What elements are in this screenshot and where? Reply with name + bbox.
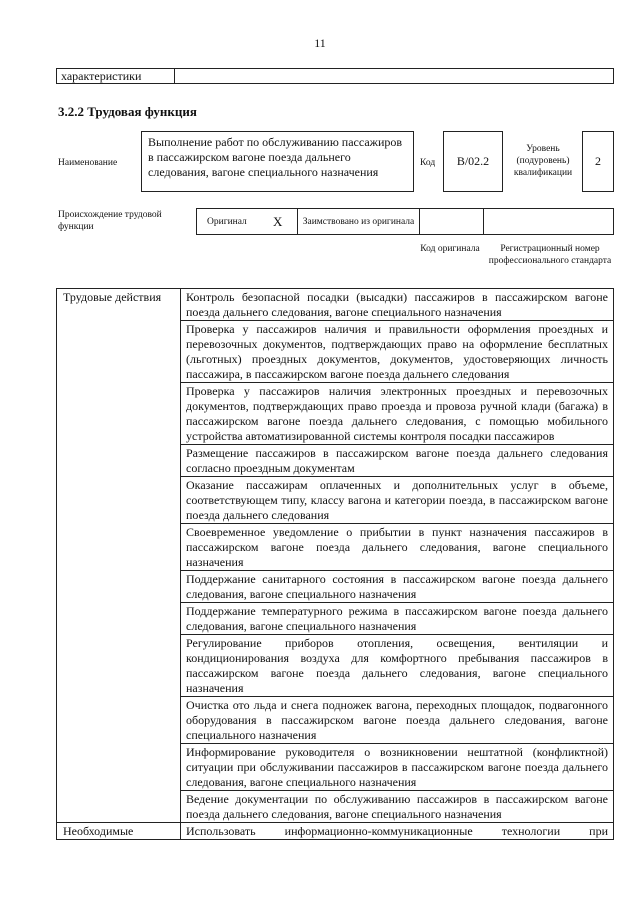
registration-caption: Регистрационный номер профессионального стандарта: [488, 244, 612, 266]
origin-box: [196, 208, 614, 235]
action-cell: Проверка у пассажиров наличия и правильности оформления проездных и перевозочных документов, подтверждающих право на оформление бесплатных (льготных) проездных документов, документов, удостоверяющих личность пассажира, в пассажирском вагоне поезда дальнего следования: [181, 321, 614, 383]
name-label: Наименование: [58, 158, 118, 168]
action-cell: Контроль безопасной посадки (высадки) пассажиров в пассажирском вагоне поезда дальнего следования, вагоне специального назначения: [181, 289, 614, 321]
action-cell: Размещение пассажиров в пассажирском вагоне поезда дальнего следования согласно проездным документам: [181, 445, 614, 477]
action-cell: Своевременное уведомление о прибытии в пункт назначения пассажиров в пассажирском вагоне поезда дальнего следования, вагоне специального назначения: [181, 524, 614, 571]
characteristics-label: характеристики: [57, 69, 175, 83]
level-label: Уровень (подуровень) квалификации: [513, 144, 573, 178]
action-cell: Оказание пассажирам оплаченных и дополнительных услуг в объеме, соответствующем типу, классу вагона и категории поезда, в пассажирском вагоне поезда дальнего следования: [181, 477, 614, 524]
table-row: [57, 289, 614, 321]
action-cell: Поддержание санитарного состояния в пассажирском вагоне поезда дальнего следования, вагоне специального назначения: [181, 571, 614, 603]
level-value-box: 2: [582, 131, 614, 192]
page-number: 11: [314, 36, 326, 50]
action-cell: Проверка у пассажиров наличия электронных проездных и перевозочных документов, подтверждающих право проезда и провоза ручной клади (багажа) в пассажирском вагоне поезда дальнего следования, с помощью мобильного устройства автоматизированной системы контроля посадки пассажиров: [181, 383, 614, 445]
action-cell: Ведение документации по обслуживанию пассажиров в пассажирском вагоне поезда дальнего следования, вагоне специального назначения: [181, 791, 614, 823]
skills-label: Необходимые: [57, 823, 181, 840]
previous-table-row: [56, 68, 614, 84]
divider: [483, 209, 484, 234]
table-row: [57, 823, 614, 840]
divider: [419, 209, 420, 234]
action-cell: Информирование руководителя о возникновении нештатной (конфликтной) ситуации при обслуживании пассажиров в пассажирском вагоне поезда дальнего следования, вагоне специального назначения: [181, 744, 614, 791]
original-mark: X: [273, 214, 283, 229]
origin-label: Происхождение трудовой функции: [58, 210, 162, 232]
code-original-caption: Код оригинала: [420, 244, 480, 254]
function-code-box: В/02.2: [443, 131, 503, 192]
borrowed-label: Заимствовано из оригинала: [302, 217, 415, 227]
code-label: Код: [420, 158, 436, 168]
action-cell: Поддержание температурного режима в пассажирском вагоне поезда дальнего следования, вагоне специального назначения: [181, 603, 614, 635]
original-label: Оригинал: [207, 217, 247, 227]
section-title: 3.2.2 Трудовая функция: [58, 104, 197, 119]
labor-actions-table: [56, 288, 614, 840]
action-cell: Регулирование приборов отопления, освещения, вентиляции и кондиционирования воздуха для комфортного пребывания пассажиров в пассажирском вагоне поезда дальнего следования, вагоне специального назначения: [181, 635, 614, 697]
function-name-box: Выполнение работ по обслуживанию пассажиров в пассажирском вагоне поезда дальнего следования, вагоне специального назначения: [141, 131, 414, 192]
action-cell: Очистка ото льда и снега подножек вагона, переходных площадок, подвагонного оборудования в пассажирском вагоне поезда дальнего следования, вагоне специального назначения: [181, 697, 614, 744]
skill-cell: Использовать информационно-коммуникационные технологии при: [181, 823, 614, 840]
actions-label: Трудовые действия: [57, 289, 181, 823]
